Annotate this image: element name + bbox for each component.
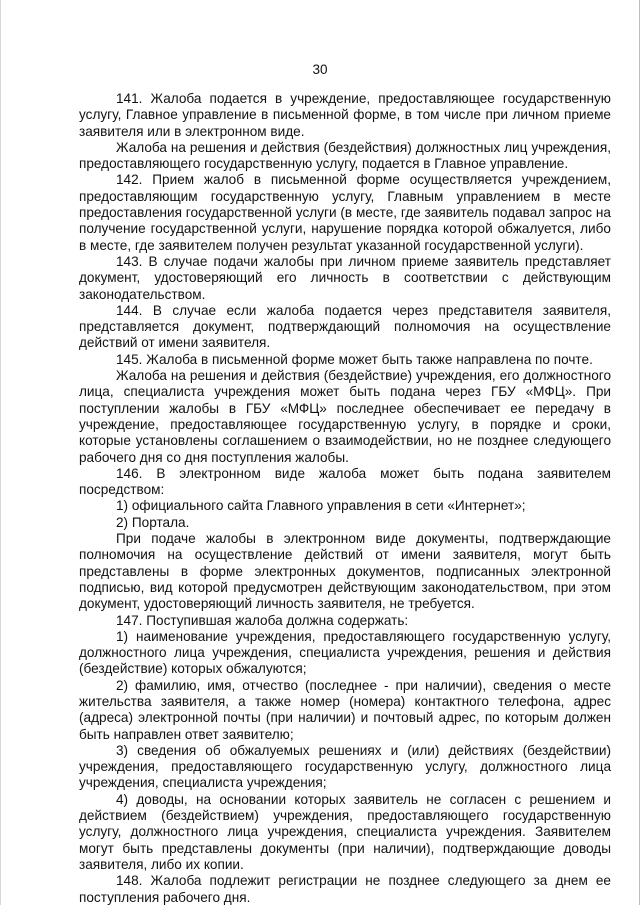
paragraph-146: 146. В электронном виде жалоба может быть подана заявителем посредством: [79, 465, 611, 498]
page-number: 30 [312, 62, 328, 77]
paragraph-141: 141. Жалоба подается в учреждение, предоставляющее государственную услугу, Главное управление в письменной форме, в том числе при личном приеме заявителя или в электронном виде. [79, 91, 611, 139]
paragraph-complaint-officials: Жалоба на решения и действия (бездействия) должностных лиц учреждения, предоставляющего государственную услугу, подается в Главное управление. [79, 139, 611, 172]
paragraph-147: 147. Поступившая жалоба должна содержать: [116, 612, 409, 628]
paragraph-142: 142. Прием жалоб в письменной форме осуществляется учреждением, предоставляющим государственную услугу, Главным управлением в месте предоставления государственной услуги (в месте, где заявитель подавал запрос на получение государственной услуги, нарушение порядка которой обжалуется, либо в месте, где заявителем получен результат указанной государственной услуги). [79, 172, 611, 253]
paragraph-144: 144. В случае если жалоба подается через представителя заявителя, представляется документ, подтверждающий полномочия на осуществление действий от имени заявителя. [79, 302, 611, 351]
document-body [79, 91, 611, 905]
list-item-146-1: 1) официального сайта Главного управления в сети «Интернет»; [116, 498, 526, 514]
list-item-147-1: 1) наименование учреждения, предоставляющего государственную услугу, должностного лица учреждения, специалиста учреждения, решения и действия (бездействие) которых обжалуются; [79, 628, 611, 677]
paragraph-electronic-docs: При подаче жалобы в электронном виде документы, подтверждающие полномочия на осуществление действий от имени заявителя, могут быть представлены в форме электронных документов, подписанных электронной подписью, вид которой предусмотрен действующим законодательством, при этом документ, удостоверяющий личность заявителя, не требуется. [79, 531, 611, 612]
list-item-146-2: 2) Портала. [116, 514, 190, 530]
paragraph-145: 145. Жалоба в письменной форме может быть также направлена по почте. [116, 351, 593, 367]
list-item-147-2: 2) фамилию, имя, отчество (последнее - при наличии), сведения о месте жительства заявителя, а также номер (номера) контактного телефона, адрес (адреса) электронной почты (при наличии) и почтовый адрес, по которым должен быть направлен ответ заявителю; [79, 677, 611, 742]
paragraph-mfc: Жалоба на решения и действия (бездействие) учреждения, его должностного лица, специалиста учреждения может быть подана через ГБУ «МФЦ». При поступлении жалобы в ГБУ «МФЦ» последнее обеспечивает ее передачу в учреждение, предоставляющее государственную услугу, в порядке и сроки, которые установлены соглашением о взаимодействии, но не позднее следующего рабочего дня со дня поступления жалобы. [79, 368, 611, 465]
list-item-147-3: 3) сведения об обжалуемых решениях и (или) действиях (бездействии) учреждения, предоставляющего государственную услугу, должностного лица учреждения, специалиста учреждения; [79, 742, 611, 791]
paragraph-143: 143. В случае подачи жалобы при личном приеме заявитель представляет документ, удостоверяющий его личность в соответствии с действующим законодательством. [79, 253, 611, 302]
list-item-147-4: 4) доводы, на основании которых заявитель не согласен с решением и действием (бездействием) учреждения, предоставляющего государственную услугу, должностного лица учреждения, специалиста учреждения. Заявителем могут быть представлены документы (при наличии), подтверждающие доводы заявителя, либо их копии. [79, 791, 611, 872]
paragraph-148: 148. Жалоба подлежит регистрации не позднее следующего за днем ее поступления рабочего дня. [79, 873, 611, 905]
